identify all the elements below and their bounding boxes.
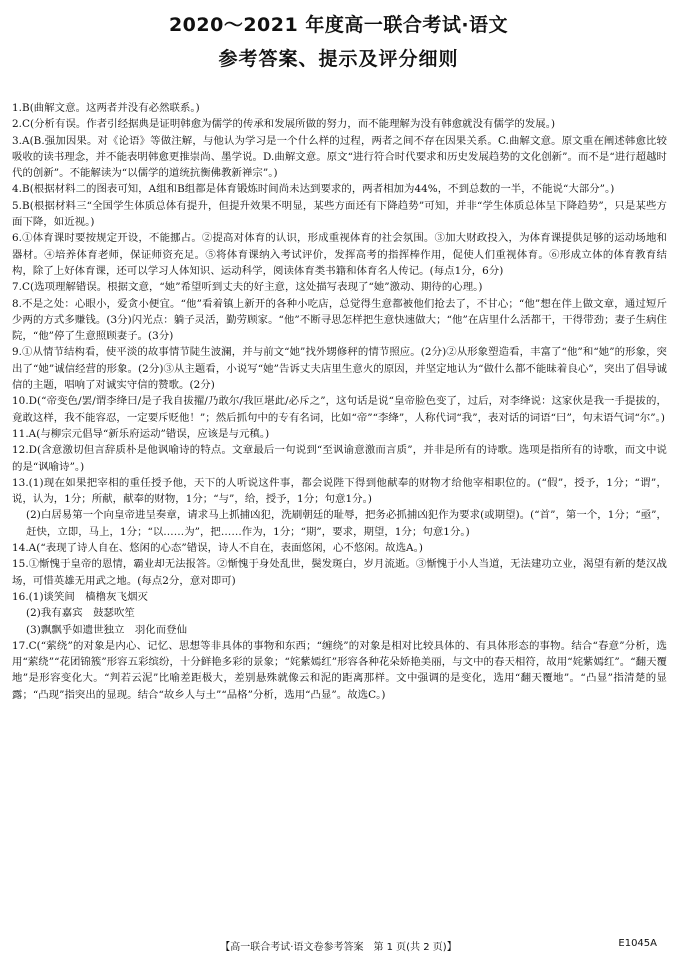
answer-list [12, 100, 667, 703]
page-title: 2020～2021 年度高一联合考试·语文 [168, 14, 509, 36]
answer-item-14: 14.A(“表现了诗人自在、悠闲的心态”错误，诗人不自在，表面悠闲，心不悠闲。故选A。) [12, 542, 423, 555]
answer-item-16-2: (2)我有嘉宾 鼓瑟吹笙 [26, 607, 135, 620]
footer-code: E1045A [618, 938, 657, 949]
answer-item-16-1: 16.(1)谈笑间 樯橹灰飞烟灭 [12, 590, 148, 603]
footer-page-info: 【高一联合考试·语文卷参考答案 第 1 页(共 2 页)】 [220, 942, 457, 953]
answer-item-4: 4.B(根据材料二的图表可知，A组和B组都是体育锻炼时间尚未达到要求的，两者相加为44%，不到总数的一半，不能说“大部分”。) [12, 183, 615, 196]
answer-item-1: 1.B(曲解文意。这两者并没有必然联系。) [12, 102, 200, 114]
answer-item-11: 11.A(与柳宗元倡导“新乐府运动”错误，应该是与元稹。) [12, 427, 270, 440]
answer-item-7: 7.C(选项理解错误。根据文意，“她”希望听到丈夫的好主意，这处描写表现了“她”激动、期待的心理。) [12, 281, 483, 294]
answer-item-13-1: 13.(1)现在如果把宰相的重任授予他，天下的人听说这件事，都会说陛下得到他献奉的财物才给他宰相职位的。(“假”，授予，1分；“谓”，说，认为，1分；所献，献奉的财物，1分；“与”，给，授予，1分；句意1分。) [12, 476, 667, 506]
answer-item-8: 8.不是之处：心眼小，爱贪小便宜。“他”看着镇上新开的各种小吃店，总觉得生意都被他们抢去了，不甘心；“他”想在伴上做文章，通过短斤少两的方式多赚钱。(3分)闪光点：躺子灵活，勤劳顾家。“他”不断寻思怎样把生意快速做大；“他”在店里什么活都干，干得带劲；妻子生病住院，“他”停了生意照顾妻子。(3分) [12, 297, 667, 343]
answer-item-5: 5.B(根据材料三“全国学生体质总体有提升，但提升效果不明显，某些方面还有下降趋势”可知，并非“学生体质总体呈下降趋势”，只是某些方面下降，如近视。) [12, 199, 667, 229]
page-footer [0, 938, 677, 954]
answer-item-9: 9.①从情节结构看，使平淡的故事情节陡生波澜，并与前文“她”找外甥修秤的情节照应。(2分)②从形象塑造看，丰富了“他”和“她”的形象，突出了“她”诚信经营的形象。(2分)③从主题看，小说写“她”告诉丈夫店里生意火的原因，并坚定地认为“做什么都不能昧着良心”，突出了倡导诚信的主题，唱响了对诚实守信的赞歌。(2分) [12, 346, 667, 392]
answer-item-17: 17.C(“萦绕”的对象是内心、记忆、思想等非具体的事物和东西；“缠绕”的对象是相对比较具体的、有具体形态的事物。结合“春意”分析，选用“萦绕”“花团锦簇”形容五彩缤纷，十分鲜艳多彩的景象；“姹紫嫣红”形容各种花朵娇艳美丽，与文中的春天相符，故用“姹紫嫣红”。“翻天覆地”是形容变化大。“判若云泥”比喻差距极大，差别悬殊就像云和泥的距离那样。文中强调的是变化，选用“翻天覆地”。“凸显”指清楚的显露；“凸现”指突出的显现。结合“故乡人与土”“品格”分析，选用“凸显”。故选C。) [12, 639, 667, 701]
answer-item-10: 10.D(“帝变色/罢/谓李绛曰/是子我自拔擢/乃敢尔/我叵堪此/必斥之”，这句话是说“皇帝脸色变了，过后，对李绛说：这家伙是我一手提拔的，竟敢这样，我不能容忍，一定要斥贬他！”；然后抓句中的专有名词，比如“帝”“李绛”，人称代词“我”，表对话的词语“曰”，句末语气词“尔”。) [12, 395, 667, 424]
answer-item-12: 12.D(含意激切但言辞质朴是他讽喻诗的特点。文章最后一句说到“至讽谕意激而言质”，并非是所有的诗歌。选项是指所有的诗歌，而文中说的是“讽喻诗”。) [12, 444, 667, 473]
answer-item-3: 3.A(B.强加因果。对《论语》等做注解，与他认为学习是一个什么样的过程，两者之间不存在因果关系。C.曲解文意。原文重在阐述韩愈比较吸收的读书理念，并不能表明韩愈更推崇尚、墨学说。D.曲解文意。原文“进行符合时代要求和历史发展趋势的文化创新”。而不是“进行超越时代的创新”。不能解读为“以儒学的道统抗衡佛教新禅宗”。) [12, 134, 667, 180]
answer-item-13-2: (2)白居易第一个向皇帝进呈奏章，请求马上抓捕凶犯，洗刷朝廷的耻辱，把务必抓捕凶犯作为要求(或期望)。(“首”，第一个，1分；“亟”，赶快，立即，马上，1分；“以……为”，把……作为，1分；“期”，要求，期望，1分；句意1分。) [26, 509, 667, 538]
answer-item-6: 6.①体育课时要按规定开设，不能挪占。②提高对体育的认识，形成重视体育的社会氛围。③加大财政投入，为体育课提供足够的运动场地和器材。④培养体育老师，保证师资充足。⑤将体育课纳入考试评价，发挥高考的指挥棒作用，促使人们重视体育。⑥形成立体的体育教育结构，除了上好体育课，还可以学习人体知识、运动科学，阅读体育类书籍和体育名人传记。(每点1分，6分) [12, 232, 667, 277]
answer-item-16-3: (3)飘飘乎如遗世独立 羽化而登仙 [26, 623, 188, 636]
page-subtitle: 参考答案、提示及评分细则 [218, 48, 459, 70]
answer-item-2: 2.C(分析有误。作者引经据典是证明韩愈为儒学的传承和发展所做的努力，而不能理解为没有韩愈就没有儒学的发展。) [12, 118, 556, 131]
answer-item-15: 15.①惭愧于皇帝的恩情，霸业却无法报答。②惭愧于身处乱世，鬓发斑白，岁月流逝。③惭愧于小人当道，无法建功立业，渴望有新的楚汉战场，可惜英雄无用武之地。(每点2分，意对即可) [12, 558, 667, 587]
